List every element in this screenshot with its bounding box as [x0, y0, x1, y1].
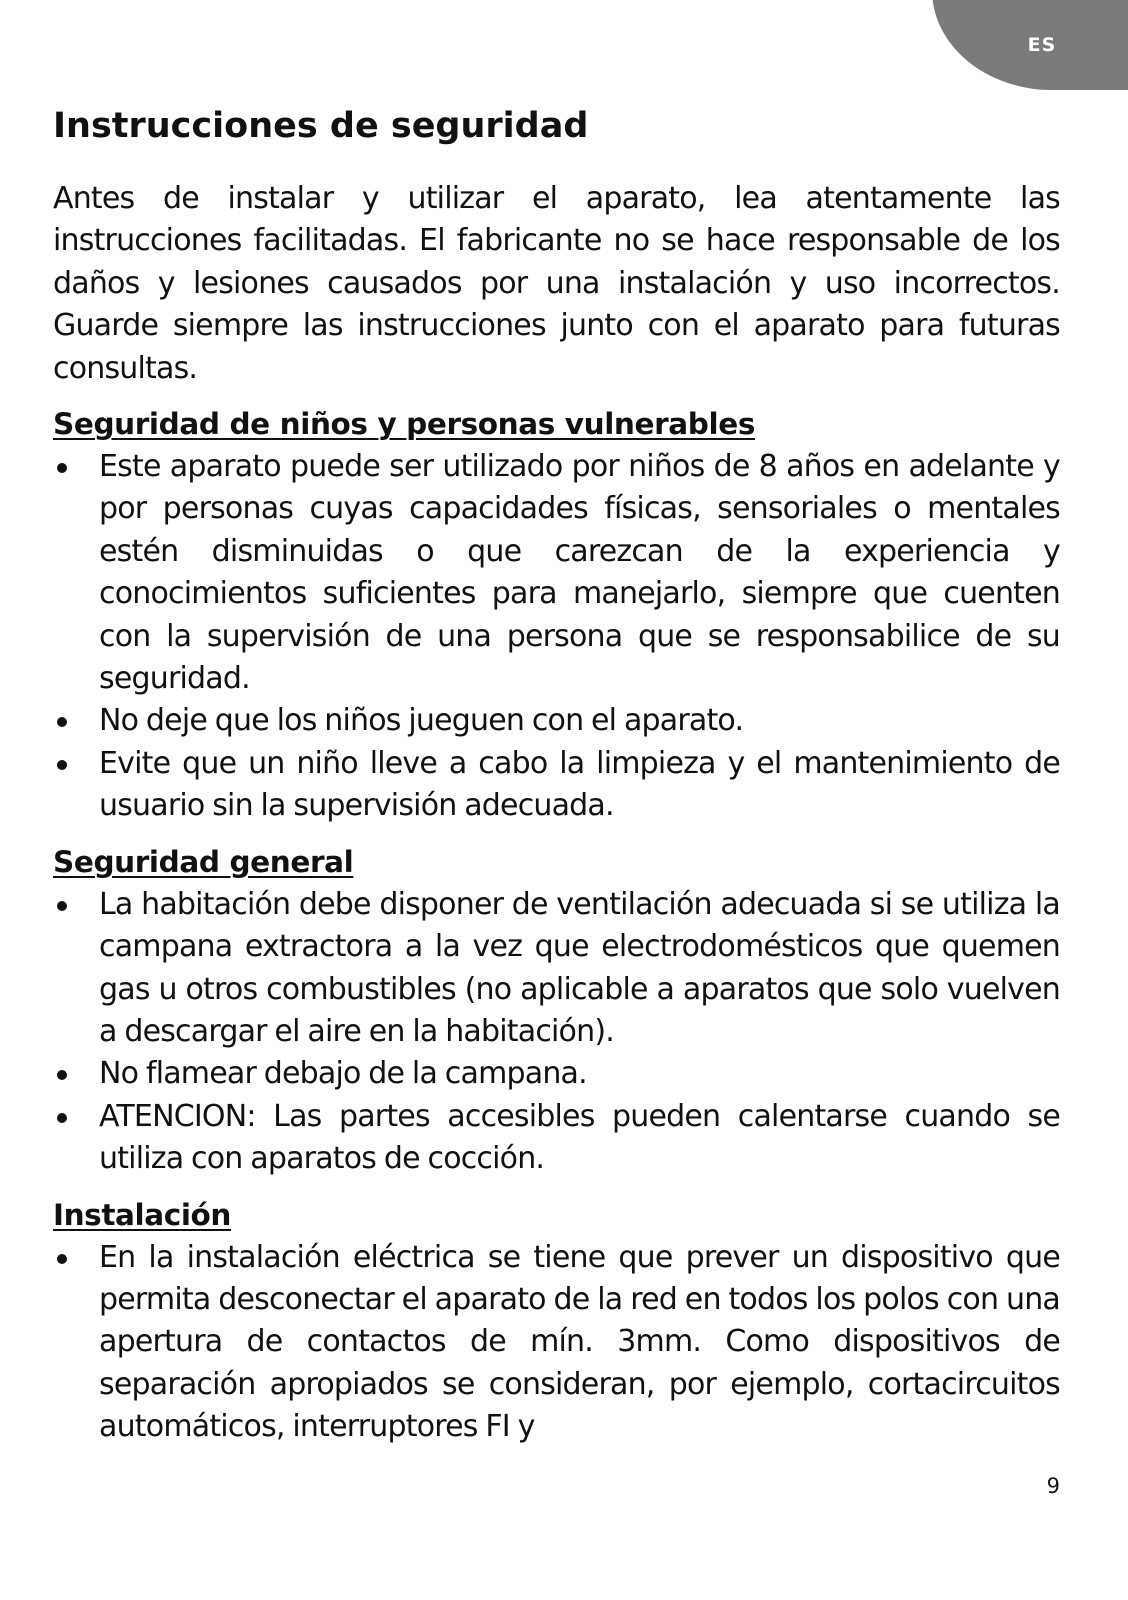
list-item	[53, 1096, 1060, 1181]
list-item	[53, 446, 1060, 700]
bullet-list	[53, 884, 1060, 1181]
bullet-icon	[57, 1070, 67, 1080]
bullet-icon	[57, 1113, 67, 1123]
bullet-list	[53, 1237, 1060, 1449]
list-item-text: Evite que un niño lleve a cabo la limpieza y el mantenimiento de usuario sin la supervisión adecuada.	[99, 745, 1060, 824]
document-body	[53, 178, 1060, 1449]
section-heading: Seguridad de niños y personas vulnerables	[53, 407, 755, 442]
bullet-icon	[57, 463, 67, 473]
list-item	[53, 884, 1060, 1054]
list-item-text: No flamear debajo de la campana.	[99, 1056, 587, 1092]
bullet-list	[53, 446, 1060, 828]
section-heading: Seguridad general	[53, 844, 354, 879]
list-item-text: Este aparato puede ser utilizado por niños de 8 años en adelante y por personas cuyas capacidades físicas, sensoriales o mentales estén disminuidas o que carezcan de la experiencia y conocimientos suficientes para manejarlo, siempre que cuenten con la supervisión de una persona que se responsabilice de su seguridad.	[99, 449, 1060, 697]
list-item	[53, 1237, 1060, 1449]
intro-paragraph: Antes de instalar y utilizar el aparato, lea atentamente las instrucciones facilitadas. El fabricante no se hace responsable de los daños y lesiones causados por una instalación y uso incorrectos. Guarde siempre las instrucciones junto con el aparato para futuras consultas.	[53, 181, 1060, 386]
list-item	[53, 700, 1060, 742]
section-child-safety	[53, 402, 1060, 828]
list-item-text: La habitación debe disponer de ventilación adecuada si se utiliza la campana extractora a la vez que electrodomésticos que quemen gas u otros combustibles (no aplicable a aparatos que solo vuelven a descargar el aire en la habitación).	[99, 886, 1060, 1049]
section-installation	[53, 1193, 1060, 1449]
list-item	[53, 743, 1060, 828]
language-tab-label: ES	[1027, 34, 1057, 56]
page-title: Instrucciones de seguridad	[53, 106, 589, 146]
bullet-icon	[57, 760, 67, 770]
bullet-icon	[57, 1254, 67, 1264]
list-item-text: ATENCION: Las partes accesibles pueden calentarse cuando se utiliza con aparatos de cocción.	[99, 1098, 1060, 1177]
bullet-icon	[57, 717, 67, 727]
list-item-text: En la instalación eléctrica se tiene que prever un dispositivo que permita desconectar el aparato de la red en todos los polos con una apertura de contactos de mín. 3mm. Como dispositivos de separación apropiados se consideran, por ejemplo, cortacircuitos automáticos, interruptores FI y	[99, 1239, 1060, 1445]
list-item-text: No deje que los niños jueguen con el aparato.	[99, 703, 744, 739]
section-heading: Instalación	[53, 1197, 232, 1232]
page-number: 9	[1046, 1474, 1060, 1498]
bullet-icon	[57, 901, 67, 911]
section-general-safety	[53, 840, 1060, 1181]
list-item	[53, 1053, 1060, 1095]
